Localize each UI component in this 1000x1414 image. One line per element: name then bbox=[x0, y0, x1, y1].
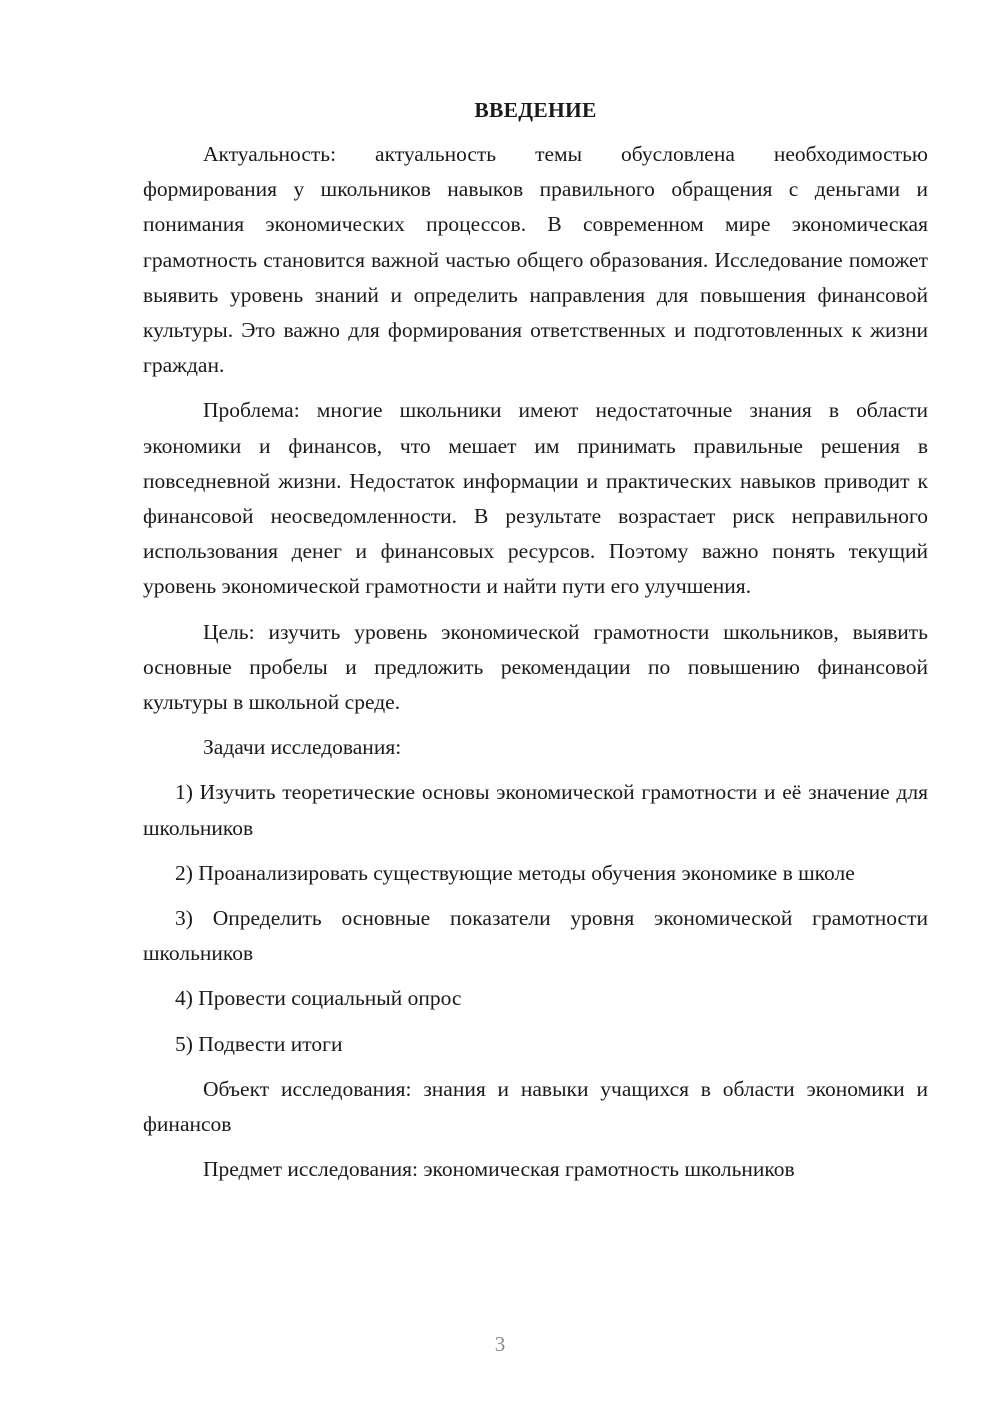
document-page bbox=[143, 95, 928, 1197]
tasks-heading: Задачи исследования: bbox=[203, 735, 402, 760]
task-item-3: 3) Определить основные показатели уровня экономической грамотности школьников bbox=[143, 906, 928, 966]
object-paragraph: Объект исследования: знания и навыки учащихся в области экономики и финансов bbox=[143, 1076, 928, 1137]
subject-paragraph: Предмет исследования: экономическая грамотность школьников bbox=[203, 1157, 795, 1182]
goal-paragraph: Цель: изучить уровень экономической грамотности школьников, выявить основные пробелы и предложить рекомендации по повышению финансовой культуры в школьной среде. bbox=[143, 619, 928, 715]
relevance-paragraph: Актуальность: актуальность темы обусловлена необходимостью формирования у школьников навыков правильного обращения с деньгами и понимания экономических процессов. В современном мире экономическая грамотность становится важной частью общего образования. Исследование поможет выявить уровень знаний и определить направления для повышения финансовой культуры. Это важно для формирования ответственных и подготовленных к жизни граждан. bbox=[143, 142, 928, 378]
page-number: 3 bbox=[494, 1332, 506, 1356]
task-item-2: 2) Проанализировать существующие методы обучения экономике в школе bbox=[175, 860, 855, 885]
section-title: ВВЕДЕНИЕ bbox=[474, 98, 597, 122]
task-item-4: 4) Провести социальный опрос bbox=[175, 986, 462, 1011]
task-item-5: 5) Подвести итоги bbox=[175, 1031, 343, 1056]
task-item-1: 1) Изучить теоретические основы экономической грамотности и её значение для школьников bbox=[143, 780, 928, 840]
problem-paragraph: Проблема: многие школьники имеют недостаточные знания в области экономики и финансов, что мешает им принимать правильные решения в повседневной жизни. Недостаток информации и практических навыков приводит к финансовой неосведомленности. В результате возрастает риск неправильного использования денег и финансовых ресурсов. Поэтому важно понять текущий уровень экономической грамотности и найти пути его улучшения. bbox=[143, 398, 928, 599]
